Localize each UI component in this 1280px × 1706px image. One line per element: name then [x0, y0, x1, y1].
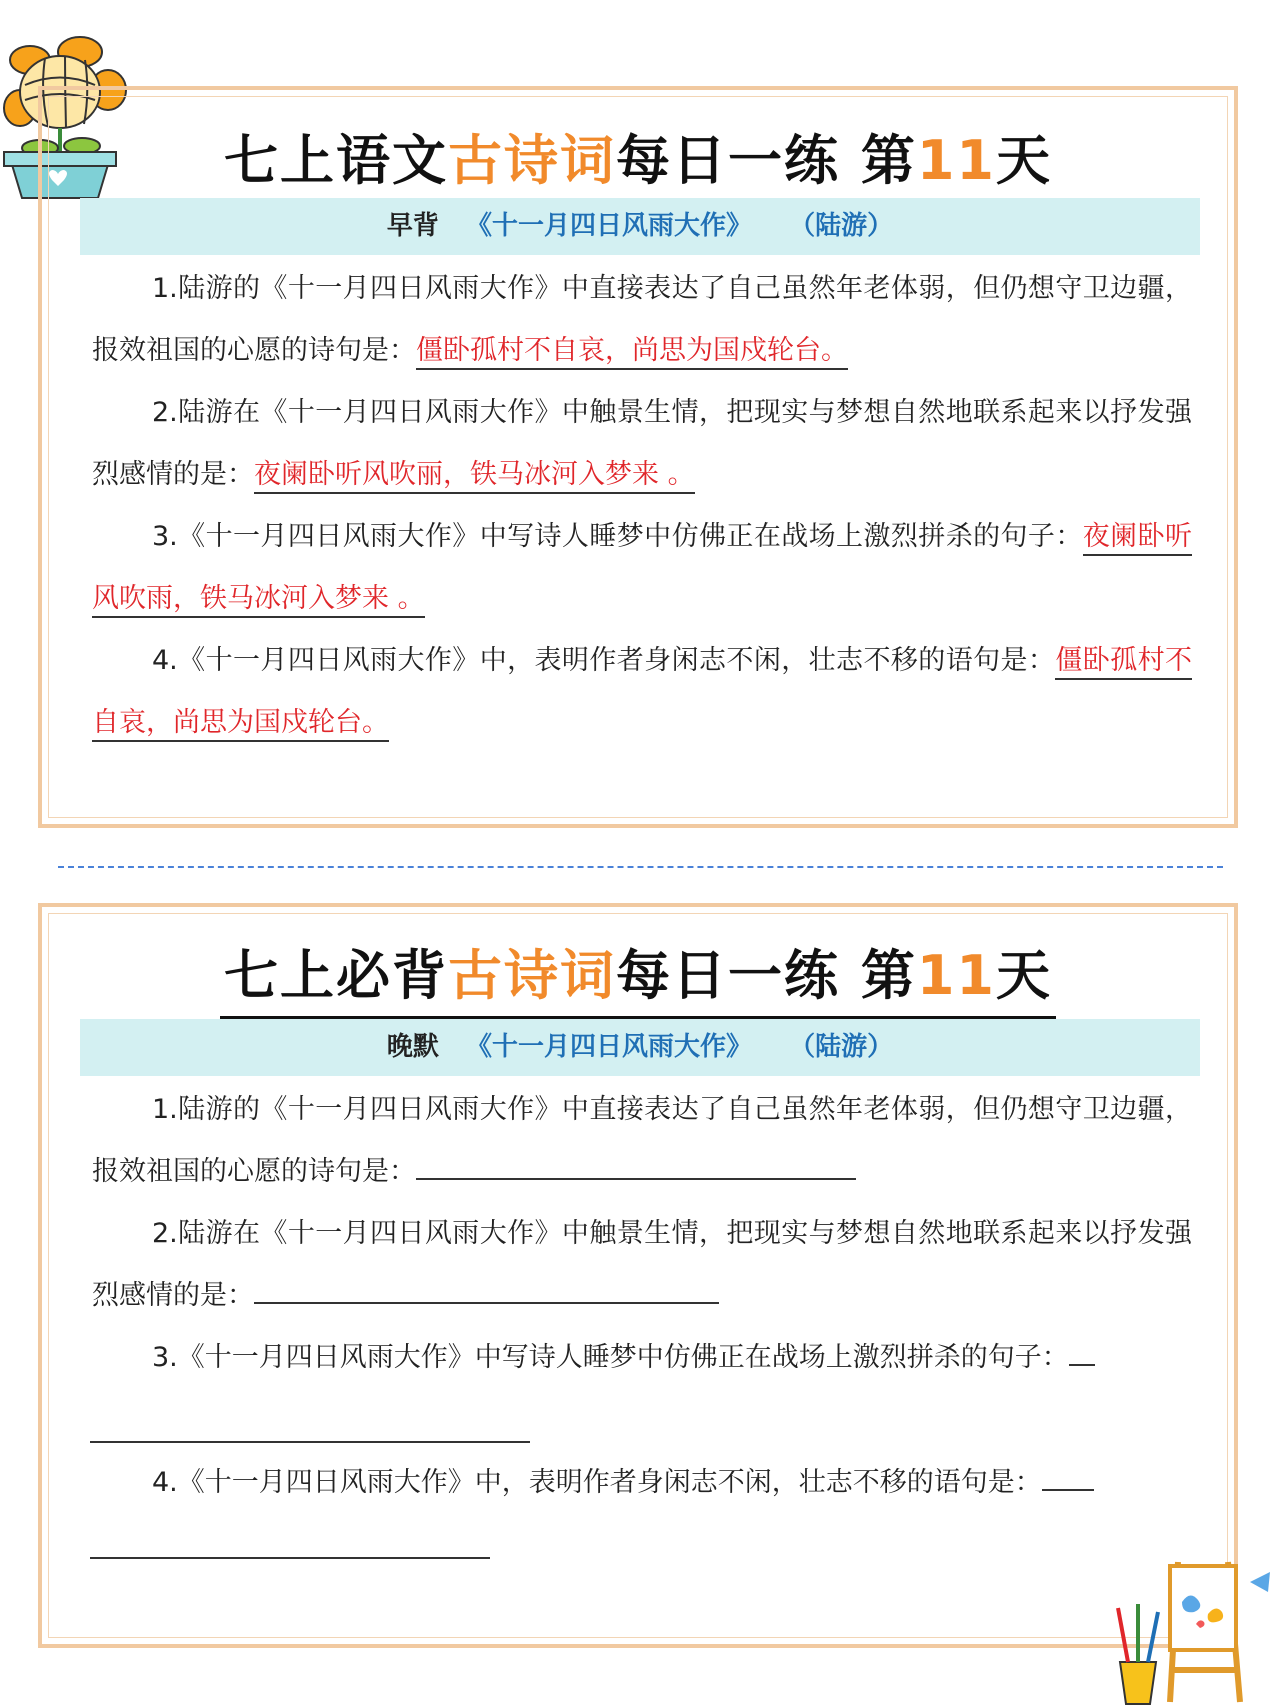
section-label: 晚默 — [386, 1032, 439, 1062]
answer-4: 僵卧孤村不自哀，尚思为国戍轮台。 — [92, 645, 1192, 742]
question-3: 3.《十一月四日风雨大作》中写诗人睡梦中仿佛正在战场上激烈拼杀的句子：夜阑卧听风吹雨，铁马冰河入梦来 。 — [92, 506, 1192, 630]
morning-recite-card — [38, 86, 1238, 828]
answer-blank-4b[interactable] — [90, 1557, 490, 1559]
question-1: 1.陆游的《十一月四日风雨大作》中直接表达了自己虽然年老体弱，但仍想守卫边疆，报效祖国的心愿的诗句是：僵卧孤村不自哀，尚思为国戍轮台。 — [92, 258, 1192, 382]
section-label: 早背 — [386, 211, 439, 241]
section-divider — [58, 866, 1223, 868]
poem-author: （陆游） — [789, 211, 894, 241]
page-title: 七上必背古诗词每日一练 第11天 — [220, 933, 1056, 1019]
answer-blank-2[interactable] — [254, 1272, 719, 1304]
answer-2: 夜阑卧听风吹丽，铁马冰河入梦来 。 — [254, 459, 695, 494]
section-header — [80, 1019, 1200, 1076]
answer-blank-3a[interactable] — [1069, 1334, 1095, 1366]
answer-blank-4a[interactable] — [1042, 1459, 1094, 1491]
easel-paint-icon — [1100, 1552, 1280, 1706]
answer-blank-3b[interactable] — [90, 1441, 530, 1443]
answer-3: 夜阑卧听风吹雨，铁马冰河入梦来 。 — [92, 521, 1192, 618]
question-2: 2.陆游在《十一月四日风雨大作》中触景生情，把现实与梦想自然地联系起来以抒发强烈感情的是：夜阑卧听风吹丽，铁马冰河入梦来 。 — [92, 382, 1192, 506]
question-1: 1.陆游的《十一月四日风雨大作》中直接表达了自己虽然年老体弱，但仍想守卫边疆，报效祖国的心愿的诗句是： — [92, 1094, 1192, 1187]
page-title: 七上语文古诗词每日一练 第11天 — [220, 118, 1056, 204]
evening-dictation-card — [38, 903, 1238, 1648]
poem-author: （陆游） — [789, 1032, 894, 1062]
question-2: 2.陆游在《十一月四日风雨大作》中触景生情，把现实与梦想自然地联系起来以抒发强烈感情的是： — [92, 1218, 1192, 1311]
poem-title: 《十一月四日风雨大作》 — [465, 1032, 752, 1062]
poem-title: 《十一月四日风雨大作》 — [465, 211, 752, 241]
answer-1: 僵卧孤村不自哀，尚思为国戍轮台。 — [416, 335, 848, 370]
question-4: 4.《十一月四日风雨大作》中，表明作者身闲志不闲，壮志不移的语句是：僵卧孤村不自哀，尚思为国戍轮台。 — [92, 630, 1192, 754]
section-header — [80, 198, 1200, 255]
answer-blank-1[interactable] — [416, 1148, 856, 1180]
question-3: 3.《十一月四日风雨大作》中写诗人睡梦中仿佛正在战场上激烈拼杀的句子： — [92, 1327, 1192, 1389]
question-4: 4.《十一月四日风雨大作》中，表明作者身闲志不闲，壮志不移的语句是： — [92, 1452, 1192, 1514]
